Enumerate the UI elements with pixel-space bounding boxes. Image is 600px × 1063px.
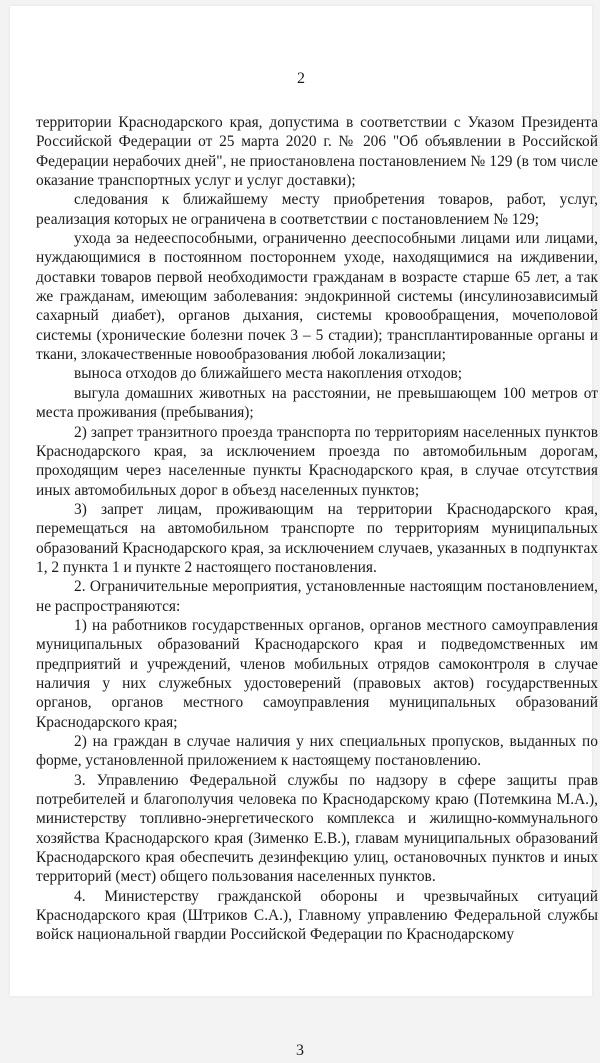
next-page-number: 3: [296, 1042, 304, 1059]
paragraph-movement-ban: 3) запрет лицам, проживающим на территории Краснодарского края, перемещаться на автомобильном транспорте по территориям муниципальных образований Краснодарского края, за исключением случаев, указанных в подпунктах 1, 2 пункта 1 и пункте 2 настоящего постановления.: [36, 500, 598, 576]
paragraph-waste-exception: выноса отходов до ближайшего места накопления отходов;: [74, 365, 463, 383]
paragraph-shopping-exception: следования к ближайшему месту приобретения товаров, работ, услуг, реализация которых не ограничена в соответствии с постановлением № 129;: [36, 191, 598, 228]
paragraph-section-2: 2. Ограничительные мероприятия, установленные настоящим постановлением, не распространяются:: [36, 578, 598, 615]
document-body: [36, 113, 598, 945]
page-number: 2: [297, 70, 305, 87]
paragraph-pass-exemption: 2) на граждан в случае наличия у них специальных пропусков, выданных по форме, установленной приложением к настоящему постановлению.: [36, 733, 598, 770]
paragraph-officials-exemption: 1) на работников государственных органов, органов местного самоуправления муниципальных образований Краснодарского края и подведомственных им предприятий и учреждений, членов мобильных отрядов самоконтроля в случае наличия у них служебных удостоверений (правовых актов) государственных органов, органов местного самоуправления муниципальных образований Краснодарского края;: [36, 616, 598, 731]
paragraph-care-exception: ухода за недееспособными, ограниченно дееспособными лицами или лицами, нуждающимися в постоянном постороннем уходе, находящимися на иждивении, доставки товаров первой необходимости гражданам в возрасте старше 65 лет, а так же гражданам, имеющим заболевания: эндокринной системы (инсулинозависимый сахарный диабет), органов дыхания, системы кровообращения, мочеполовой системы (хронические болезни почек 3 – 5 стадии); трансплантированные органы и ткани, злокачественные новообразования любой локализации;: [36, 230, 598, 364]
paragraph-section-3: 3. Управлению Федеральной службы по надзору в сфере защиты прав потребителей и благополучия человека по Краснодарскому краю (Потемкина М.А.), министерству топливно-энергетического комплекса и жилищно-коммунального хозяйства Краснодарского края (Зименко Е.В.), главам муниципальных образований Краснодарского края обеспечить дезинфекцию улиц, остановочных пунктов и иных территорий (мест) общего пользования населенных пунктов.: [36, 771, 598, 886]
document-page: [10, 6, 598, 996]
paragraph-continuation: территории Краснодарского края, допустима в соответствии с Указом Президента Российской Федерации от 25 марта 2020 г. № 206 "Об объявлении в Российской Федерации нерабочих дней", не приостановлена постановлением № 129 (в том числе оказание транспортных услуг и услуг доставки);: [36, 114, 598, 190]
paragraph-section-4: 4. Министерству гражданской обороны и чрезвычайных ситуаций Краснодарского края (Штриков С.А.), Главному управлению Федеральной службы войск национальной гвардии Российской Федерации по Краснодарскому: [36, 887, 598, 944]
paragraph-transit-ban: 2) запрет транзитного проезда транспорта по территориям населенных пунктов Краснодарского края, за исключением проезда по автомобильным дорогам, проходящим через населенные пункты Краснодарского края, в случае отсутствия иных автомобильных дорог в объезд населенных пунктов;: [36, 423, 598, 499]
paragraph-pet-walking-exception: выгула домашних животных на расстоянии, не превышающем 100 метров от места проживания (пребывания);: [36, 384, 598, 422]
